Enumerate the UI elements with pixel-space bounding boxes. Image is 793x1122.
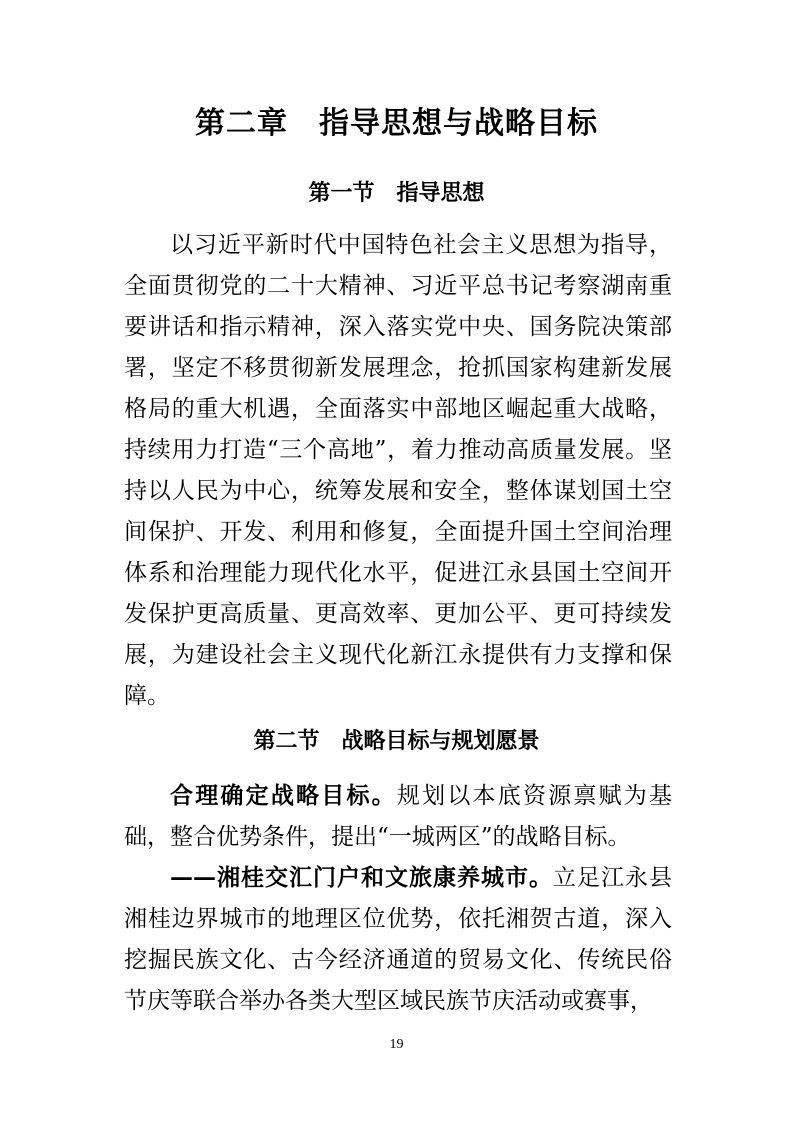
paragraph-body-text: 规划以本底资源禀赋为基础，整合优势条件，提出“一城两区”的战略目标。 <box>124 783 673 850</box>
paragraph-body-text: 立足江永县湘桂边界城市的地理区位优势，依托湘贺古道，深入挖掘民族文化、古今经济通道的贸易文化、传统民俗节庆等联合举办各类大型区域民族节庆活动或赛事， <box>124 865 672 1014</box>
paragraph-guiding-ideology: 以习近平新时代中国特色社会主义思想为指导，全面贯彻党的二十大精神、习近平总书记考察湖南重要讲话和指示精神，深入落实党中央、国务院决策部署，坚定不移贯彻新发展理念，抢抓国家构建新发展格局的重大机遇，全面落实中部地区崛起重大战略，持续用力打造“三个高地”，着力推动高质量发展。坚持以人民为中心，统筹发展和安全，整体谋划国土空间保护、开发、利用和修复，全面提升国土空间治理体系和治理能力现代化水平，促进江永县国土空间开发保护更高质量、更高效率、更加公平、更可持续发展，为建设社会主义现代化新江永提供有力支撑和保障。 <box>124 232 672 709</box>
section-title-guiding-ideology: 第一节 指导思想 <box>308 181 485 206</box>
chapter-title: 第二章 指导思想与战略目标 <box>195 106 598 141</box>
page-number: 19 <box>389 1037 404 1052</box>
paragraph-lead-text: 合理确定战略目标。 <box>170 782 397 809</box>
paragraph-lead-text: ——湘桂交汇门户和文旅康养城市。 <box>170 864 553 891</box>
section-title-strategic-goals: 第二节 战略目标与规划愿景 <box>253 729 540 754</box>
paragraph-gateway-city <box>124 857 672 1022</box>
paragraph-strategic-goals <box>124 775 672 858</box>
